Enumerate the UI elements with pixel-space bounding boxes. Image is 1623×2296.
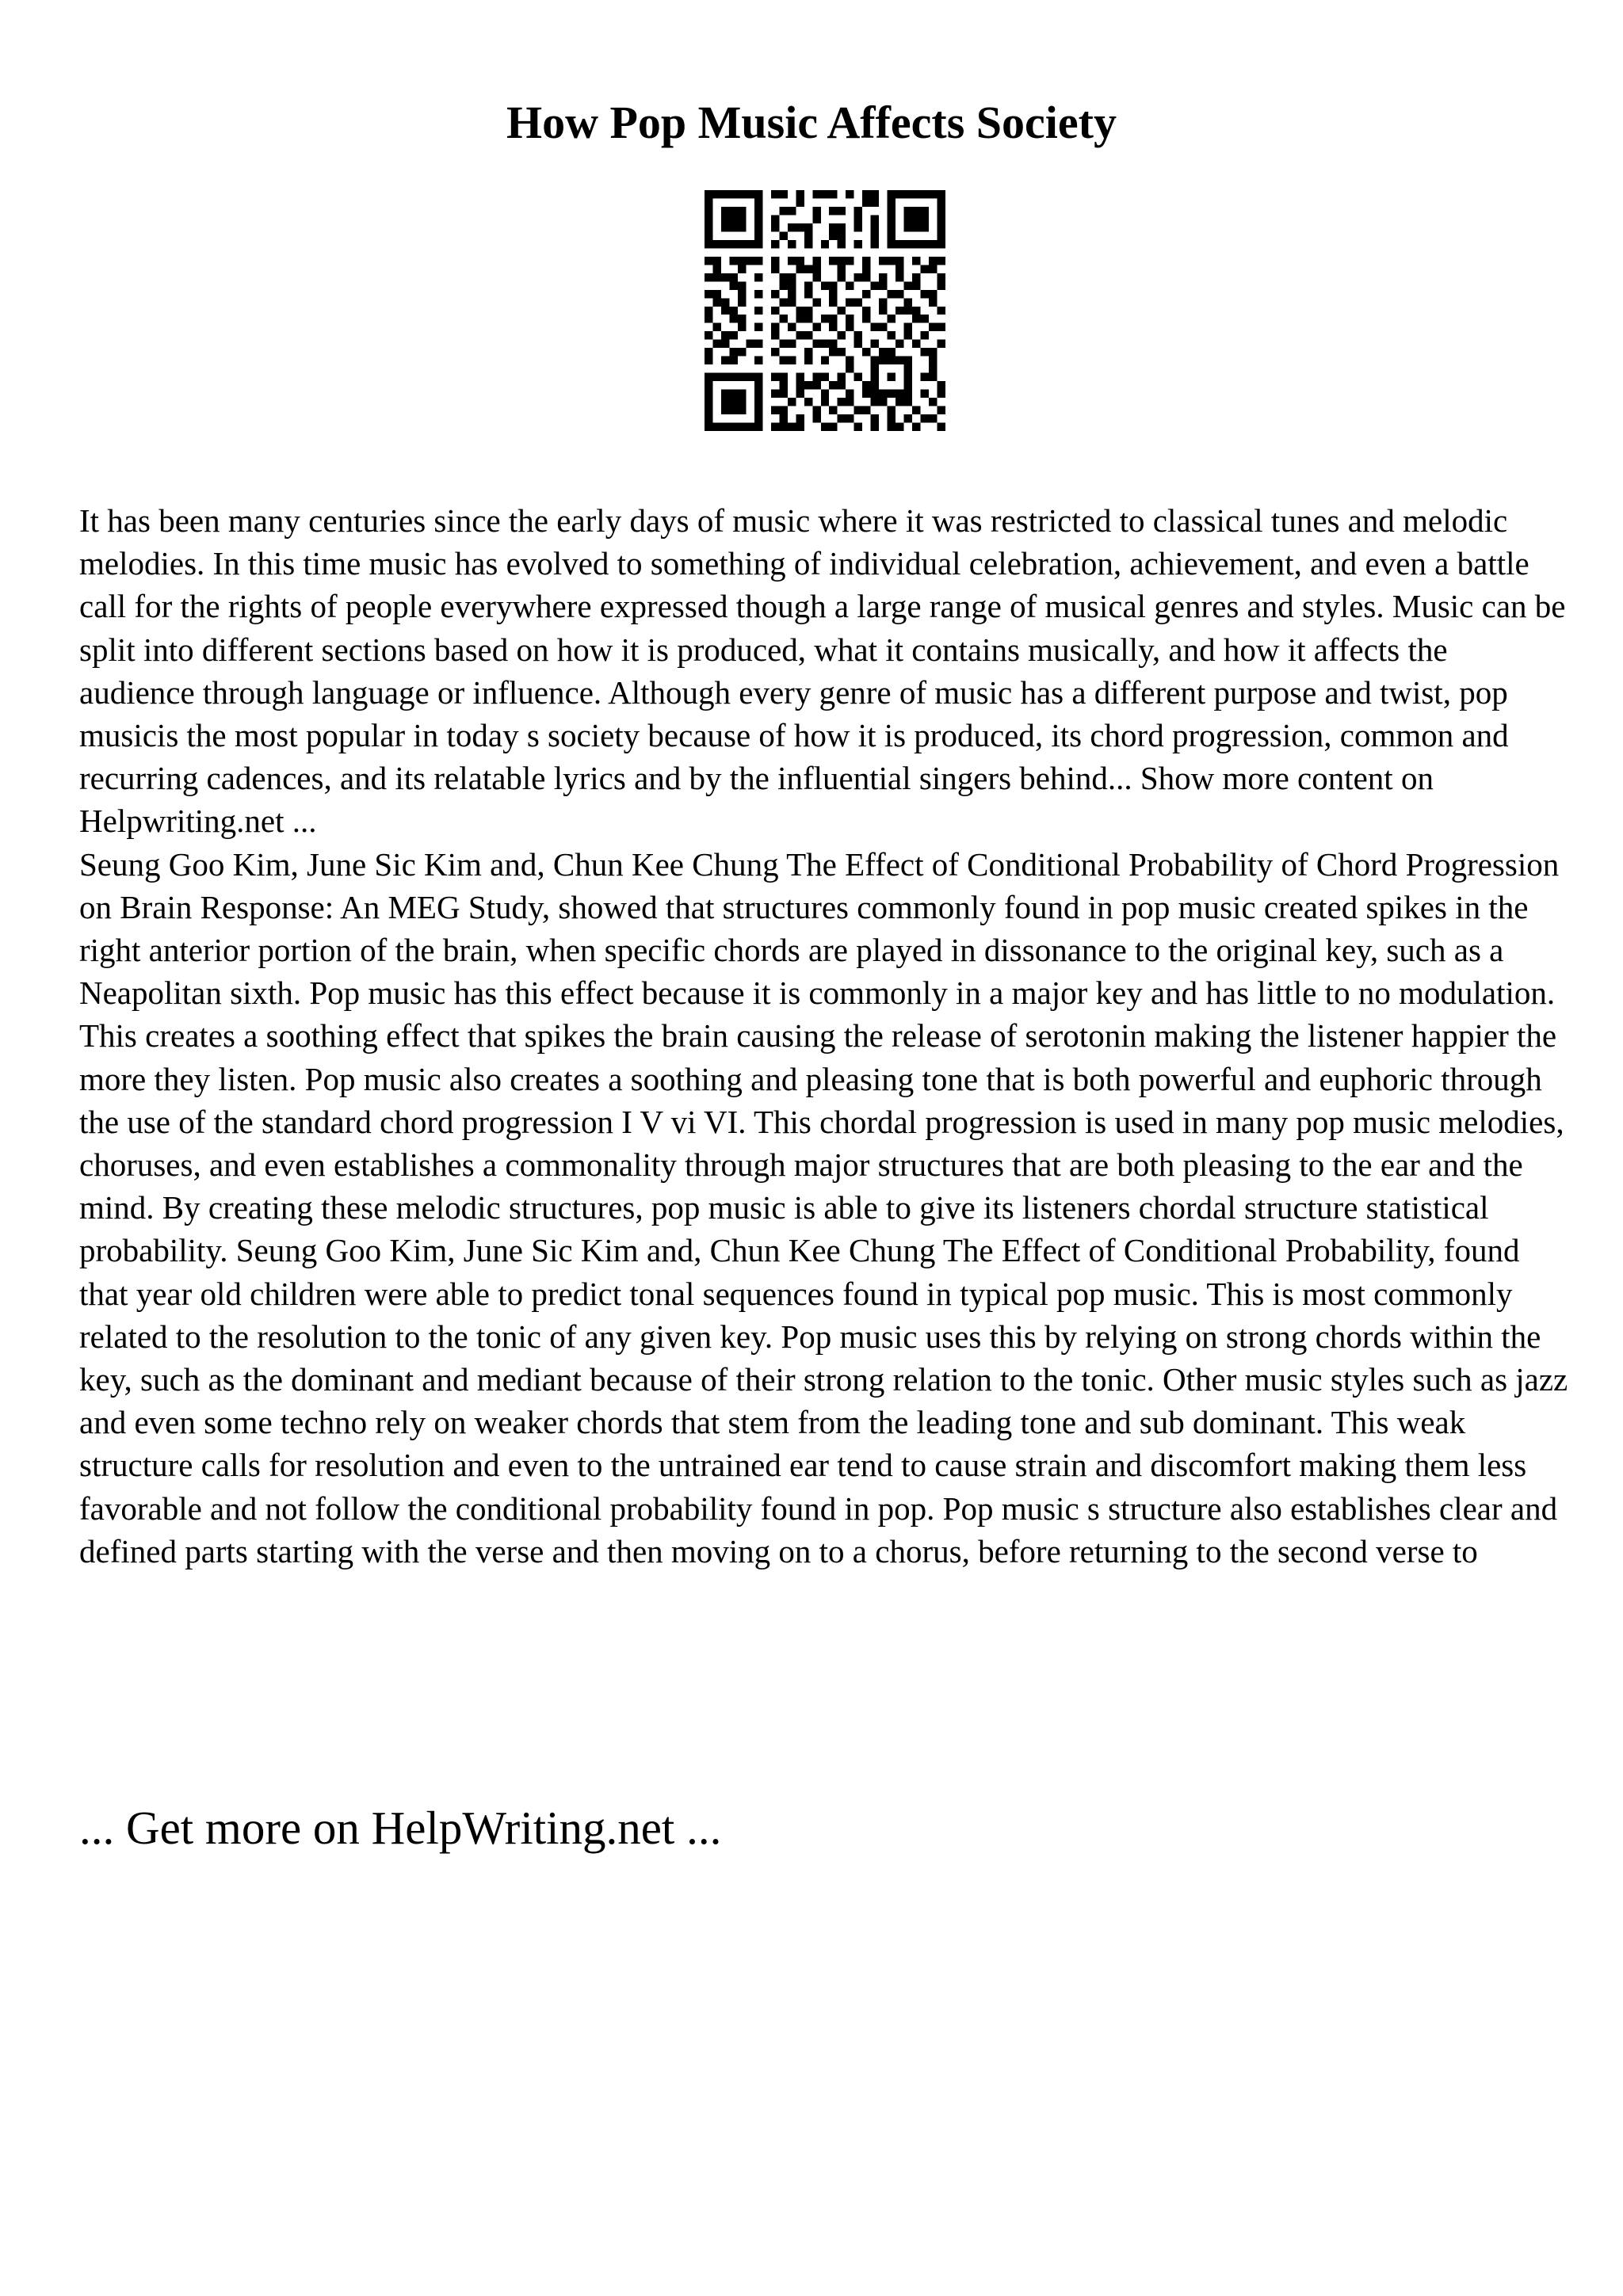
article-body — [79, 499, 1569, 1573]
article-paragraph: It has been many centuries since the early days of music where it was restricted to classical tunes and melodic melodies. In this time music has evolved to something of individual celebration, achievement, and even a battle call for the rights of people everywhere expressed though a large range of musical genres and styles. Music can be split into different sections based on how it is produced, what it contains musically, and how it affects the audience through language or influence. Although every genre of music has a different purpose and twist, pop musicis the most popular in today s society because of how it is produced, its chord progression, common and recurring cadences, and its relatable lyrics and by the influential singers behind... Show more content on Helpwriting.net ... — [79, 502, 1566, 840]
article-paragraph: Seung Goo Kim, June Sic Kim and, Chun Kee Chung The Effect of Conditional Probability of Chord Progression on Brain Response: An MEG Study, showed that structures commonly found in pop music created spikes in the right anterior portion of the brain, when specific chords are played in dissonance to the original key, such as a Neapolitan sixth. Pop music has this effect because it is commonly in a major key and has little to no modulation. This creates a soothing effect that spikes the brain causing the release of serotonin making the listener happier the more they listen. Pop music also creates a soothing and pleasing tone that is both powerful and euphoric through the use of the standard chord progression I V vi VI. This chordal progression is used in many pop music melodies, choruses, and even establishes a commonality through major structures that are both pleasing to the ear and the mind. By creating these melodic structures, pop music is able to give its listeners chordal structure statistical probability. Seung Goo Kim, June Sic Kim and, Chun Kee Chung The Effect of Conditional Probability, found that year old children were able to predict tonal sequences found in typical pop music. This is most commonly related to the resolution to the tonic of any given key. Pop music uses this by relying on strong chords within the key, such as the dominant and mediant because of their strong relation to the tonic. Other music styles such as jazz and even some techno rely on weaker chords that stem from the leading tone and sub dominant. This weak structure calls for resolution and even to the untrained ear tend to cause strain and discomfort making them less favorable and not follow the conditional probability found in pop. Pop music s structure also establishes clear and defined parts starting with the verse and then moving on to a chorus, before returning to the second verse to — [79, 845, 1568, 1569]
qr-code-icon — [705, 190, 945, 431]
document-title: How Pop Music Affects Society — [506, 97, 1117, 148]
get-more-link[interactable]: ... Get more on HelpWriting.net ... — [79, 1802, 722, 1854]
